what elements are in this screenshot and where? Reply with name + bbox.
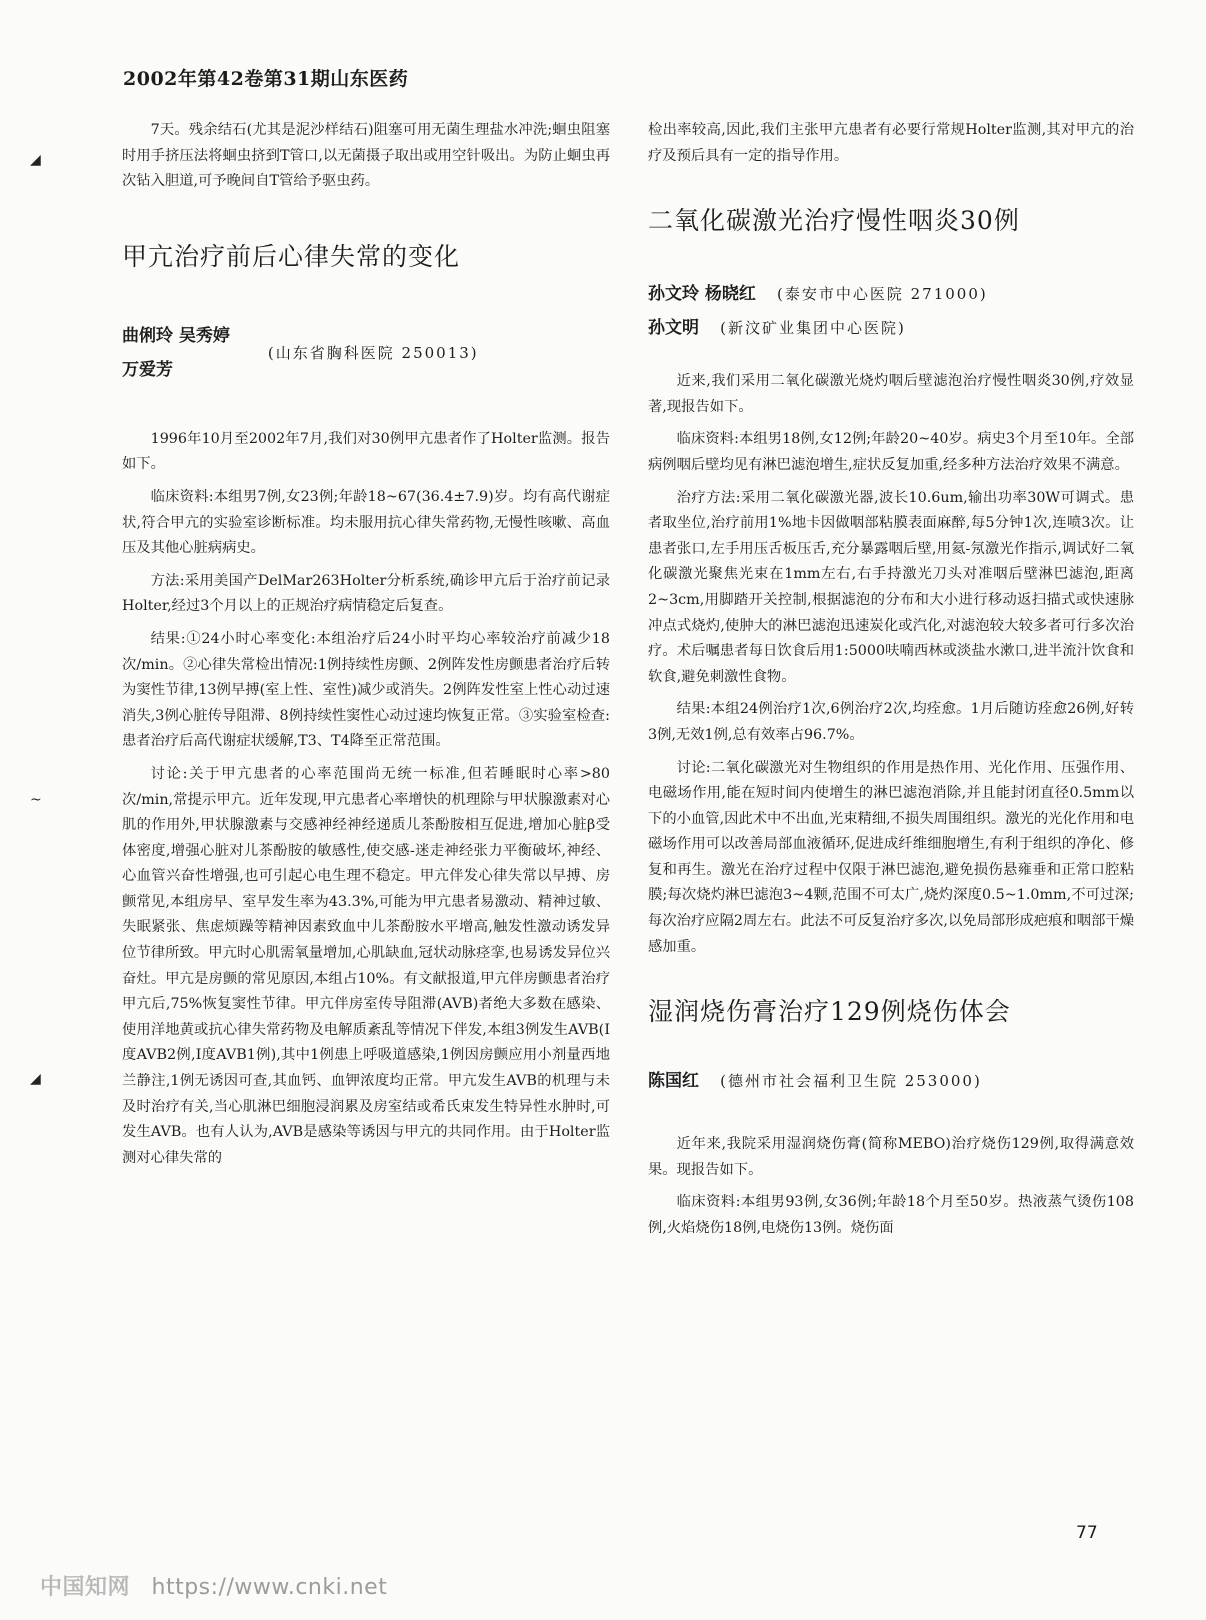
author-affiliation: (德州市社会福利卫生院 253000) [720,1072,982,1091]
author-names: 陈国红 [648,1071,699,1092]
author-names: 孙文明 [648,318,699,339]
paragraph: 结果:本组24例治疗1次,6例治疗2次,均痊愈。1月后随访痊愈26例,好转3例,无效1例,总有效率占96.7%。 [648,701,1134,743]
paragraph: 治疗方法:采用二氧化碳激光器,波长10.6um,输出功率30W可调式。患者取坐位,治疗前用1%地卡因做咽部粘膜表面麻醉,每5分钟1次,连喷3次。让患者张口,左手用压舌板压舌,充分暴露咽后壁,用氦-氖激光作指示,调试好二氧化碳激光聚焦光束在1mm左右,右手持激光刀头对准咽后壁淋巴滤泡,距离2~3cm,用脚踏开关控制,根据滤泡的分布和大小进行移动返扫描式或快速脉冲点式烧灼,使肿大的淋巴滤泡迅速炭化或汽化,对滤泡较大较多者可行多次治疗。术后嘱患者每日饮食后用1:5000呋喃西林或淡盐水漱口,进半流汁饮食和软食,避免刺激性食物。 [648,489,1134,685]
page-number: 77 [1076,1523,1098,1543]
article-title: 湿润烧伤膏治疗129例烧伤体会 [648,997,1011,1027]
cnki-watermark [40,1570,387,1601]
paragraph: 临床资料:本组男7例,女23例;年龄18~67(36.4±7.9)岁。均有高代谢症状,符合甲亢的实验室诊断标准。均未服用抗心律失常药物,无慢性咳嗽、高血压及其他心脏病病史。 [122,488,610,557]
margin-mark: ~ [30,792,42,808]
article-title: 甲亢治疗前后心律失常的变化 [122,241,461,271]
author-affiliation: (山东省胸科医院 250013) [267,343,479,362]
right-column [648,118,1134,1242]
paragraph: 近年来,我院采用湿润烧伤膏(简称MEBO)治疗烧伤129例,取得满意效果。现报告如下。 [648,1136,1134,1178]
author-affiliation: (新汶矿业集团中心医院) [720,319,906,338]
paragraph: 讨论:关于甲亢患者的心率范围尚无统一标准,但若睡眠时心率>80次/min,常提示甲亢。近年发现,甲亢患者心率增快的机理除与甲状腺激素对心肌的作用外,甲状腺激素与交感神经神经递质儿茶酚胺相互促进,增加心脏β受体密度,增强心脏对儿茶酚胺的敏感性,使交感-迷走神经张力平衡破坏,神经、心血管兴奋性增强,也可引起心电生理不稳定。甲亢伴发心律失常以早搏、房颤常见,本组房早、室早发生率为43.3%,可能为甲亢患者易激动、精神过敏、失眠紧张、焦虑烦躁等精神因素致血中儿茶酚胺水平增高,触发性激动诱发异位节律所致。甲亢时心肌需氧量增加,心肌缺血,冠状动脉痉挛,也易诱发异位兴奋灶。甲亢是房颤的常见原因,本组占10%。有文献报道,甲亢伴房颤患者治疗甲亢后,75%恢复窦性节律。甲亢伴房室传导阻滞(AVB)者绝大多数在感染、使用洋地黄或抗心律失常药物及电解质紊乱等情况下伴发,本组3例发生AVB(Ⅰ度AVB2例,Ⅰ度AVB1例),其中1例患上呼吸道感染,1例因房颤应用小剂量西地兰静注,1例无诱因可查,其血钙、血钾浓度均正常。甲亢发生AVB的机理与未及时治疗有关,当心肌淋巴细胞浸润累及房室结或希氏束发生特异性水肿时,可发生AVB。也有人认为,AVB是感染等诱因与甲亢的共同作用。由于Holter监测对心律失常的 [122,765,610,1166]
margin-mark: ◢ [30,1071,41,1087]
continuation-paragraph: 检出率较高,因此,我们主张甲亢患者有必要行常规Holter监测,其对甲亢的治疗及预后具有一定的指导作用。 [648,122,1134,164]
author-block [122,319,610,387]
author-names: 万爱芳 [122,359,173,380]
article-body [648,1132,1134,1241]
article-body [122,427,610,1172]
article-title: 二氧化碳激光治疗慢性咽炎30例 [648,206,1020,236]
author-names: 孙文玲 杨晓红 [648,284,756,305]
paragraph: 1996年10月至2002年7月,我们对30例甲亢患者作了Holter监测。报告如下。 [122,430,610,473]
watermark-brand: 中国知网 [40,1575,131,1600]
left-column [122,118,610,1171]
paragraph: 近来,我们采用二氧化碳激光烧灼咽后壁滤泡治疗慢性咽炎30例,疗效显著,现报告如下。 [648,373,1134,415]
paragraph: 讨论:二氧化碳激光对生物组织的作用是热作用、光化作用、压强作用、电磁场作用,能在短时间内使增生的淋巴滤泡消除,并且能封闭直径0.5mm以下的小血管,因此术中不出血,光束精细,不损失周围组织。激光的光化作用和电磁场作用可以改善局部血液循环,促进成纤维细胞增生,有利于组织的净化、修复和再生。激光在治疗过程中仅限于淋巴滤泡,避免损伤悬雍垂和正常口腔粘膜;每次烧灼淋巴滤泡3~4颗,范围不可太广,烧灼深度0.5~1.0mm,不可过深;每次治疗应隔2周左右。此法不可反复治疗多次,以免局部形成疤痕和咽部干燥感加重。 [648,759,1134,955]
paragraph: 临床资料:本组男18例,女12例;年龄20~40岁。病史3个月至10年。全部病例咽后壁均见有淋巴滤泡增生,症状反复加重,经多种方法治疗效果不满意。 [648,431,1134,473]
article-body [648,369,1134,960]
paragraph: 结果:①24小时心率变化:本组治疗后24小时平均心率较治疗前减少18次/min。②心律失常检出情况:1例持续性房颤、2例阵发性房颤患者治疗后转为窦性节律,13例早搏(室上性、室性)减少或消失。2例阵发性室上性心动过速消失,3例心脏传导阻滞、8例持续性窦性心动过速均恢复正常。③实验室检查:患者治疗后高代谢症状缓解,T3、T4降至正常范围。 [122,630,610,750]
watermark-url: https://www.cnki.net [151,1575,388,1600]
paragraph: 方法:采用美国产DelMar263Holter分析系统,确诊甲亢后于治疗前记录Holter,经过3个月以上的正规治疗病情稳定后复查。 [122,572,610,615]
intro-paragraph: 7天。残余结石(尤其是泥沙样结石)阻塞可用无菌生理盐水冲洗;蛔虫阻塞时用手挤压法将蛔虫挤到T管口,以无菌摄子取出或用空针吸出。为防止蛔虫再次钻入胆道,可予晚间自T管给予驱虫药。 [122,122,610,190]
paragraph: 临床资料:本组男93例,女36例;年龄18个月至50岁。热液蒸气烫伤108例,火焰烧伤18例,电烧伤13例。烧伤面 [648,1194,1134,1237]
author-names: 曲俐玲 吴秀婷 [122,325,230,346]
author-affiliation: (泰安市中心医院 271000) [777,285,988,304]
author-block [648,277,1134,345]
margin-mark: ◢ [30,152,41,168]
author-block [648,1064,1134,1098]
journal-header: 2002年第42卷第31期山东医药 [123,68,409,90]
